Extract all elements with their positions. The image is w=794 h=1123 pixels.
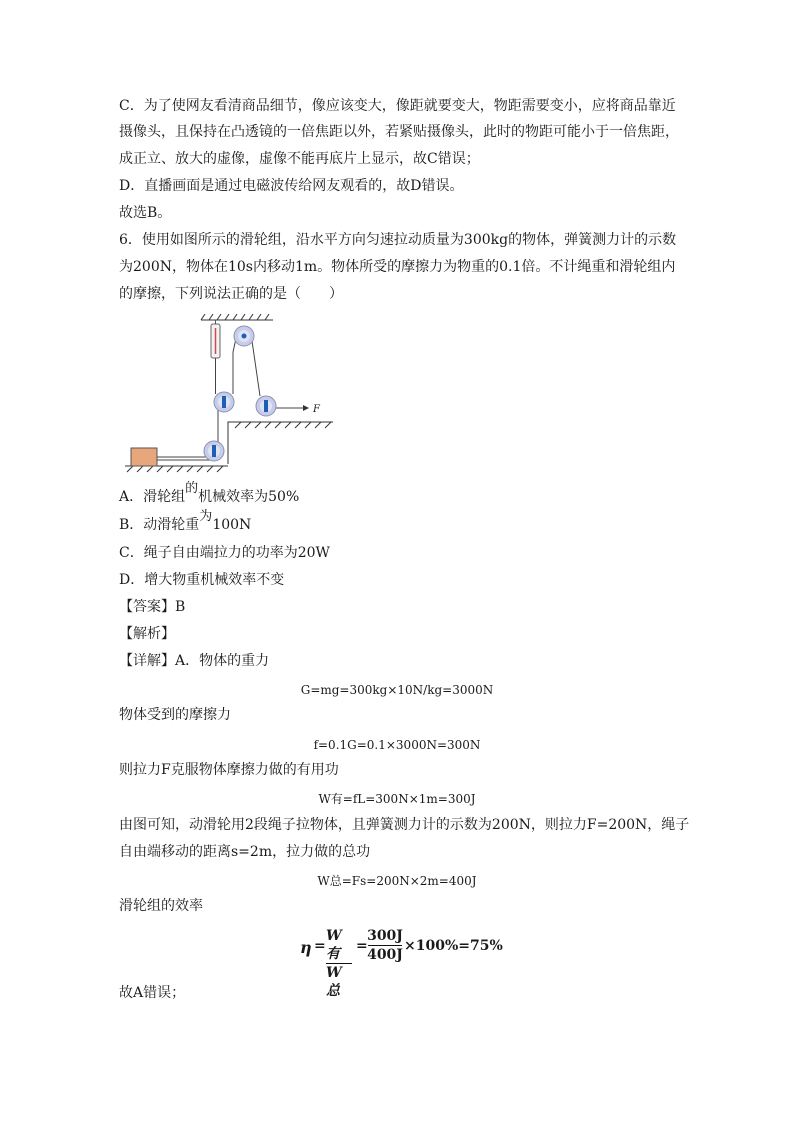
fraction-w: W有 W总 bbox=[326, 927, 352, 1000]
text-line: 物体受到的摩擦力 bbox=[119, 707, 231, 723]
formula-gravity: G=mg=300kg×10N/kg=3000N bbox=[300, 683, 494, 697]
force-arrow bbox=[303, 405, 309, 411]
text-line: 成正立、放大的虚像，虚像不能再底片上显示，故C错误； bbox=[119, 151, 480, 167]
pulley-fixed-top bbox=[234, 326, 254, 346]
text-line: 则拉力F克服物体摩擦力做的有用功 bbox=[119, 762, 339, 778]
formula-efficiency: η = W有 W总 = 300J 400J ×100%=75% bbox=[300, 928, 503, 999]
option-a: A．滑轮组的机械效率为50% bbox=[119, 481, 300, 505]
block-object bbox=[131, 448, 157, 466]
force-label: F bbox=[313, 404, 320, 415]
text-line: D．直播画面是通过电磁波传给网友观看的，故D错误。 bbox=[119, 178, 464, 194]
option-d: D．增大物重机械效率不变 bbox=[119, 572, 285, 588]
option-c: C．绳子自由端拉力的功率为20W bbox=[119, 545, 330, 561]
question-text: 为200N，物体在10s内移动1m。物体所受的摩擦力为物重的0.1倍。不计绳重和滑轮组内 bbox=[119, 259, 676, 275]
eta-result: ×100%=75% bbox=[404, 938, 503, 954]
answer-label: 【答案】B bbox=[119, 599, 186, 615]
text-line: 故A错误； bbox=[119, 985, 186, 1001]
formula-total-work: W总=Fs=200N×2m=400J bbox=[317, 874, 477, 888]
question-text: 的摩擦，下列说法正确的是（ ） bbox=[119, 286, 343, 302]
text-line: 由图可知，动滑轮用2段绳子拉物体，且弹簧测力计的示数为200N，则拉力F=200N，绳子 bbox=[119, 817, 690, 833]
text-line: 滑轮组的效率 bbox=[119, 898, 203, 914]
analysis-label: 【解析】 bbox=[119, 626, 175, 642]
eta-symbol: η bbox=[300, 938, 312, 957]
pulley-middle bbox=[214, 392, 234, 412]
text-line: 故选B。 bbox=[119, 205, 172, 221]
pulley-bottom bbox=[204, 441, 224, 461]
question-title: 6．使用如图所示的滑轮组，沿水平方向匀速拉动质量为300kg的物体，弹簧测力计的示数 bbox=[119, 232, 677, 248]
text-line: 自由端移动的距离s=2m，拉力做的总功 bbox=[119, 844, 371, 860]
option-b: B．动滑轮重为100N bbox=[119, 509, 252, 533]
pulley-system-figure bbox=[123, 314, 343, 474]
fraction-values: 300J 400J bbox=[367, 928, 403, 963]
text-line: C．为了使网友看清商品细节，像应该变大，像距就要变大，物距需要变小，应将商品靠近 bbox=[119, 98, 676, 114]
formula-useful-work: W有=fL=300N×1m=300J bbox=[318, 792, 476, 806]
detail-label: 【详解】A．物体的重力 bbox=[119, 653, 270, 669]
formula-friction: f=0.1G=0.1×3000N=300N bbox=[313, 738, 481, 752]
upper-ground bbox=[228, 422, 333, 464]
pulley-right bbox=[256, 396, 276, 416]
ceiling bbox=[201, 314, 273, 320]
lower-ground bbox=[125, 466, 228, 472]
text-line: 摄像头，且保持在凸透镜的一倍焦距以外，若紧贴摄像头，此时的物距可能小于一倍焦距， bbox=[119, 124, 679, 140]
